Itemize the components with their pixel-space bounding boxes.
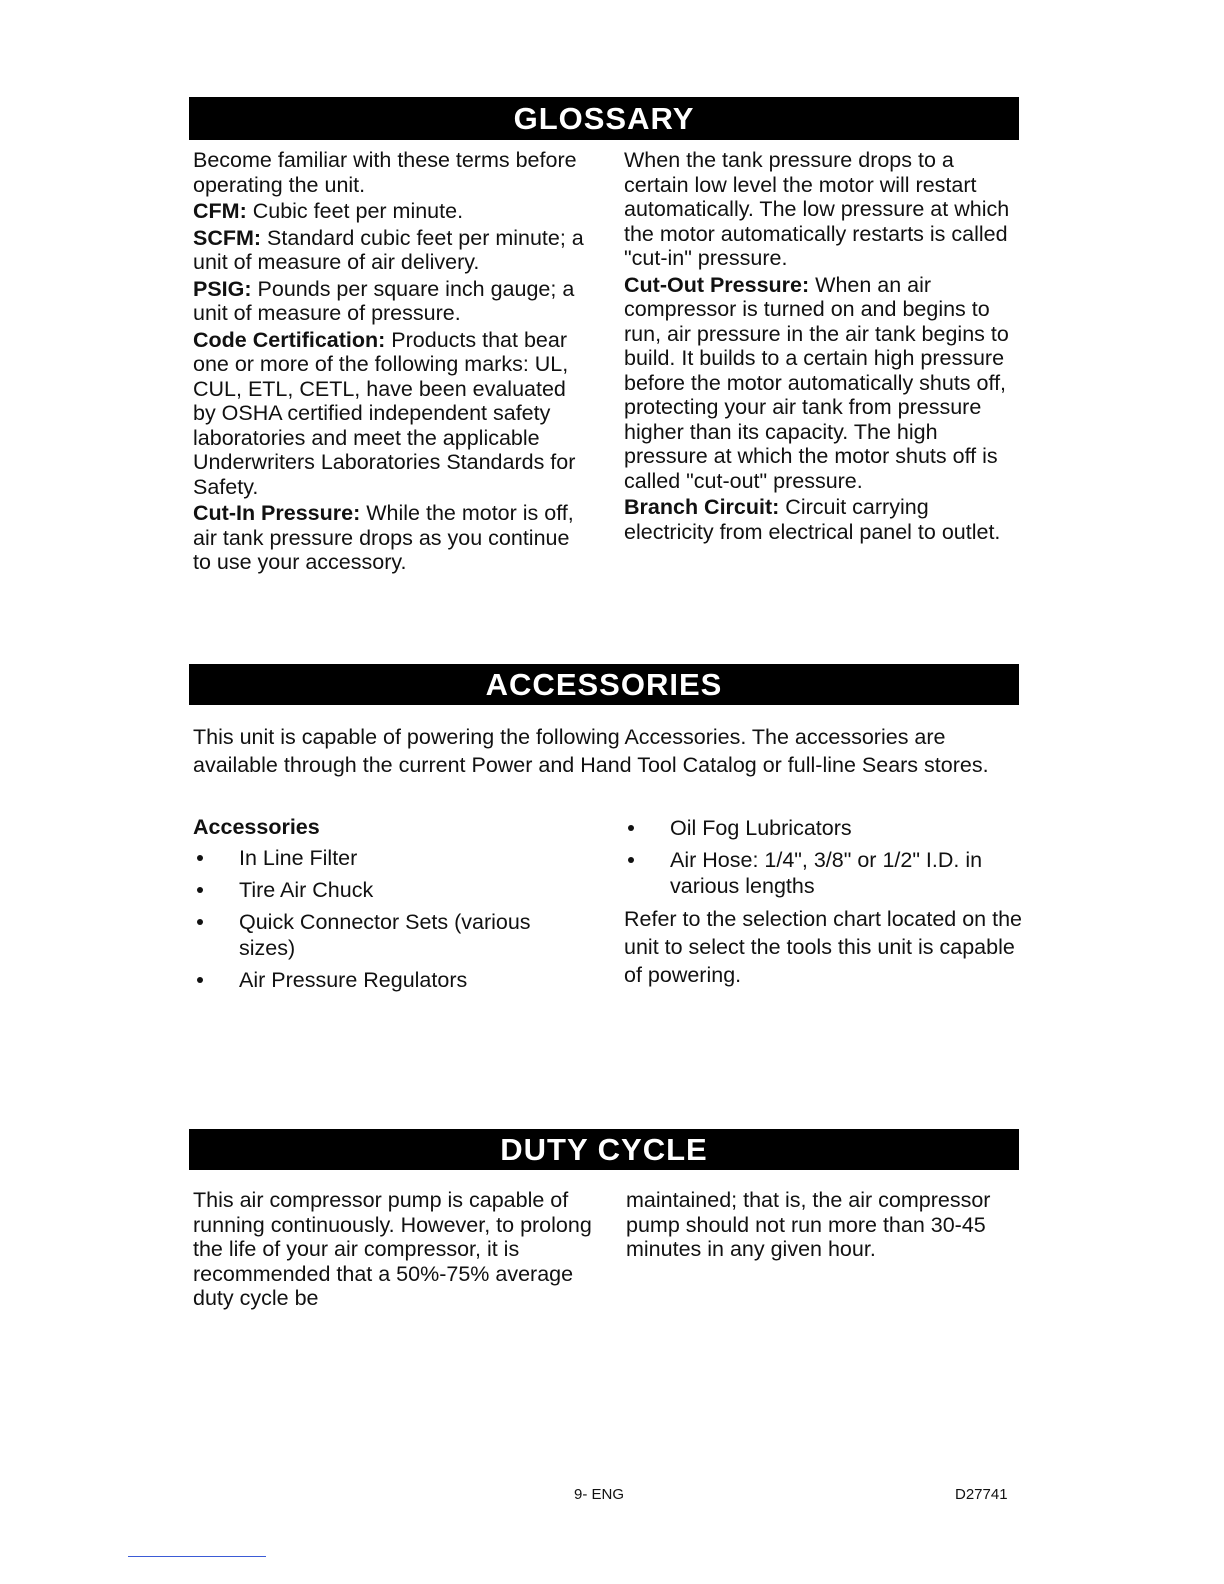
accessories-left-column — [193, 815, 583, 999]
glossary-entry — [193, 199, 593, 224]
glossary-entry — [624, 495, 1024, 544]
document-code: D27741 — [955, 1486, 1008, 1503]
glossary-entry — [193, 501, 593, 575]
glossary-left-column — [193, 148, 593, 577]
glossary-term: Cut-In Pressure: — [193, 501, 361, 525]
glossary-definition: When an air compressor is turned on and begins to run, air pressure in the air tank begins to build. It builds to a certain high pressure before the motor automatically shuts off, protecting your air tank from pressure higher than its capacity. The high pressure at which the motor shuts off is called "cut-out" pressure. — [624, 272, 1009, 493]
glossary-entry — [624, 273, 1024, 494]
list-item: In Line Filter — [193, 845, 583, 871]
accessories-right-column — [624, 815, 1024, 991]
glossary-right-column — [624, 148, 1024, 546]
accessories-list — [193, 845, 583, 993]
page-edge-line — [128, 1556, 266, 1557]
accessories-refer-note: Refer to the selection chart located on the unit to select the tools this unit is capable of powering. — [624, 907, 1022, 987]
list-item: Quick Connector Sets (various sizes) — [193, 909, 583, 961]
accessories-heading: ACCESSORIES — [189, 664, 1019, 705]
glossary-definition: Standard cubic feet per minute; a unit of measure of air delivery. — [193, 225, 584, 274]
page-number: 9- ENG — [574, 1486, 625, 1503]
glossary-entry — [193, 328, 593, 500]
list-item: Air Hose: 1/4", 3/8" or 1/2" I.D. in various lengths — [624, 847, 1024, 899]
glossary-definition: Products that bear one or more of the following marks: UL, CUL, ETL, CETL, have been evaluated by OSHA certified independent safety laboratories and meet the applicable Underwriters Laboratories Standards for Safety. — [193, 327, 576, 499]
glossary-heading: GLOSSARY — [189, 97, 1019, 140]
glossary-continuation: When the tank pressure drops to a certain low level the motor will restart automatically. The low pressure at which the motor automatically restarts is called "cut-in" pressure. — [624, 148, 1010, 270]
glossary-entry — [193, 277, 593, 326]
glossary-definition: Circuit carrying electricity from electrical panel to outlet. — [624, 495, 1001, 544]
duty-cycle-left-text: This air compressor pump is capable of running continuously. However, to prolong the life of your air compressor, it is recommended that a 50%-75% average duty cycle be — [193, 1188, 592, 1310]
duty-cycle-heading: DUTY CYCLE — [189, 1129, 1019, 1170]
accessories-subheading: Accessories — [193, 815, 320, 839]
glossary-term: Code Certification: — [193, 327, 386, 352]
accessories-list — [624, 815, 1024, 899]
list-item: Tire Air Chuck — [193, 877, 583, 903]
glossary-term: PSIG: — [193, 276, 252, 301]
glossary-term: SCFM: — [193, 225, 262, 250]
glossary-term: CFM: — [193, 199, 247, 223]
glossary-definition: Cubic feet per minute. — [246, 199, 464, 223]
glossary-entry — [193, 226, 593, 275]
accessories-intro: This unit is capable of powering the following Accessories. The accessories are available through the current Power and Hand Tool Catalog or full-line Sears stores. — [193, 725, 989, 777]
duty-cycle-right-text: maintained; that is, the air compressor pump should not run more than 30-45 minutes in any given hour. — [626, 1188, 991, 1261]
glossary-definition: While the motor is off, air tank pressure drops as you continue to use your accessory. — [193, 501, 574, 574]
list-item: Air Pressure Regulators — [193, 967, 583, 993]
glossary-intro: Become familiar with these terms before operating the unit. — [193, 148, 577, 197]
glossary-term: Cut-Out Pressure: — [624, 272, 810, 297]
glossary-term: Branch Circuit: — [624, 495, 780, 519]
list-item: Oil Fog Lubricators — [624, 815, 1024, 841]
glossary-definition: Pounds per square inch gauge; a unit of measure of pressure. — [193, 276, 575, 325]
